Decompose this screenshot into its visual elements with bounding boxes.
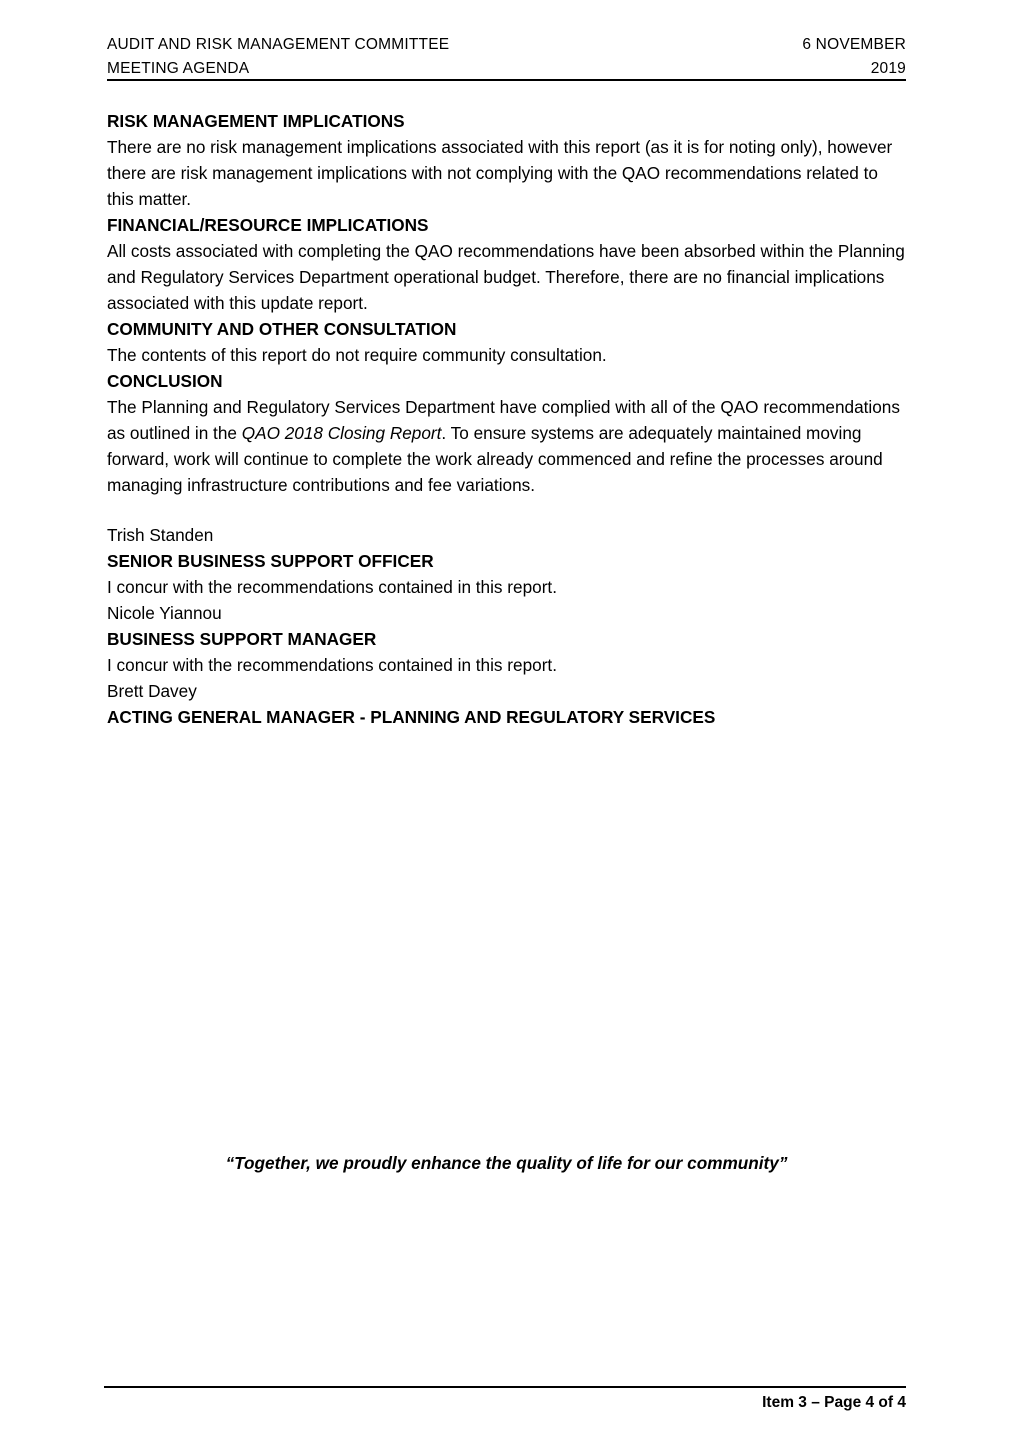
closing-report-title: QAO 2018 Closing Report — [241, 423, 442, 443]
signatory-title: ACTING GENERAL MANAGER - PLANNING AND REGULATORY SERVICES — [107, 707, 716, 727]
risk-text: There are no risk management implications associated with this report (as it is for noting only), however there are risk management implications with not complying with the QAO recommendations related to this matter. — [107, 137, 893, 209]
committee-name: AUDIT AND RISK MANAGEMENT COMMITTEE — [107, 36, 450, 53]
header-divider — [107, 79, 906, 81]
signatory-name: Nicole Yiannou — [107, 603, 222, 623]
conclusion-text — [107, 394, 907, 498]
community-heading: COMMUNITY AND OTHER CONSULTATION — [107, 319, 457, 339]
conclusion-text-after: . To ensure systems are adequately maintained moving forward, work will continue to complete the work already commenced and refine the processes around managing infrastructure contributions and fee variations. — [107, 423, 883, 495]
header-right — [802, 33, 906, 81]
community-text: The contents of this report do not require community consultation. — [107, 345, 607, 365]
document-type: MEETING AGENDA — [107, 60, 250, 77]
council-motto: “Together, we proudly enhance the quality of life for our community” — [225, 1153, 788, 1173]
signatory-title: SENIOR BUSINESS SUPPORT OFFICER — [107, 551, 434, 571]
concur-statement: I concur with the recommendations contained in this report. — [107, 577, 557, 597]
footer-divider — [104, 1386, 906, 1388]
financial-text: All costs associated with completing the QAO recommendations have been absorbed within the Planning and Regulatory Services Department operational budget. Therefore, there are no financial implications associated with this update report. — [107, 241, 905, 313]
signatory-title: BUSINESS SUPPORT MANAGER — [107, 629, 377, 649]
signatory-name: Trish Standen — [107, 525, 214, 545]
meeting-date: 6 NOVEMBER — [802, 36, 906, 53]
document-body — [107, 108, 907, 730]
conclusion-heading: CONCLUSION — [107, 371, 223, 391]
conclusion-text-before: The Planning and Regulatory Services Department have complied with all of the QAO recommendations as outlined in the — [107, 397, 900, 443]
page-number: Item 3 – Page 4 of 4 — [762, 1394, 906, 1411]
risk-heading: RISK MANAGEMENT IMPLICATIONS — [107, 111, 405, 131]
meeting-year: 2019 — [870, 60, 906, 77]
header-left — [107, 33, 449, 81]
signatory-name: Brett Davey — [107, 681, 197, 701]
concur-statement: I concur with the recommendations contained in this report. — [107, 655, 557, 675]
financial-heading: FINANCIAL/RESOURCE IMPLICATIONS — [107, 215, 429, 235]
